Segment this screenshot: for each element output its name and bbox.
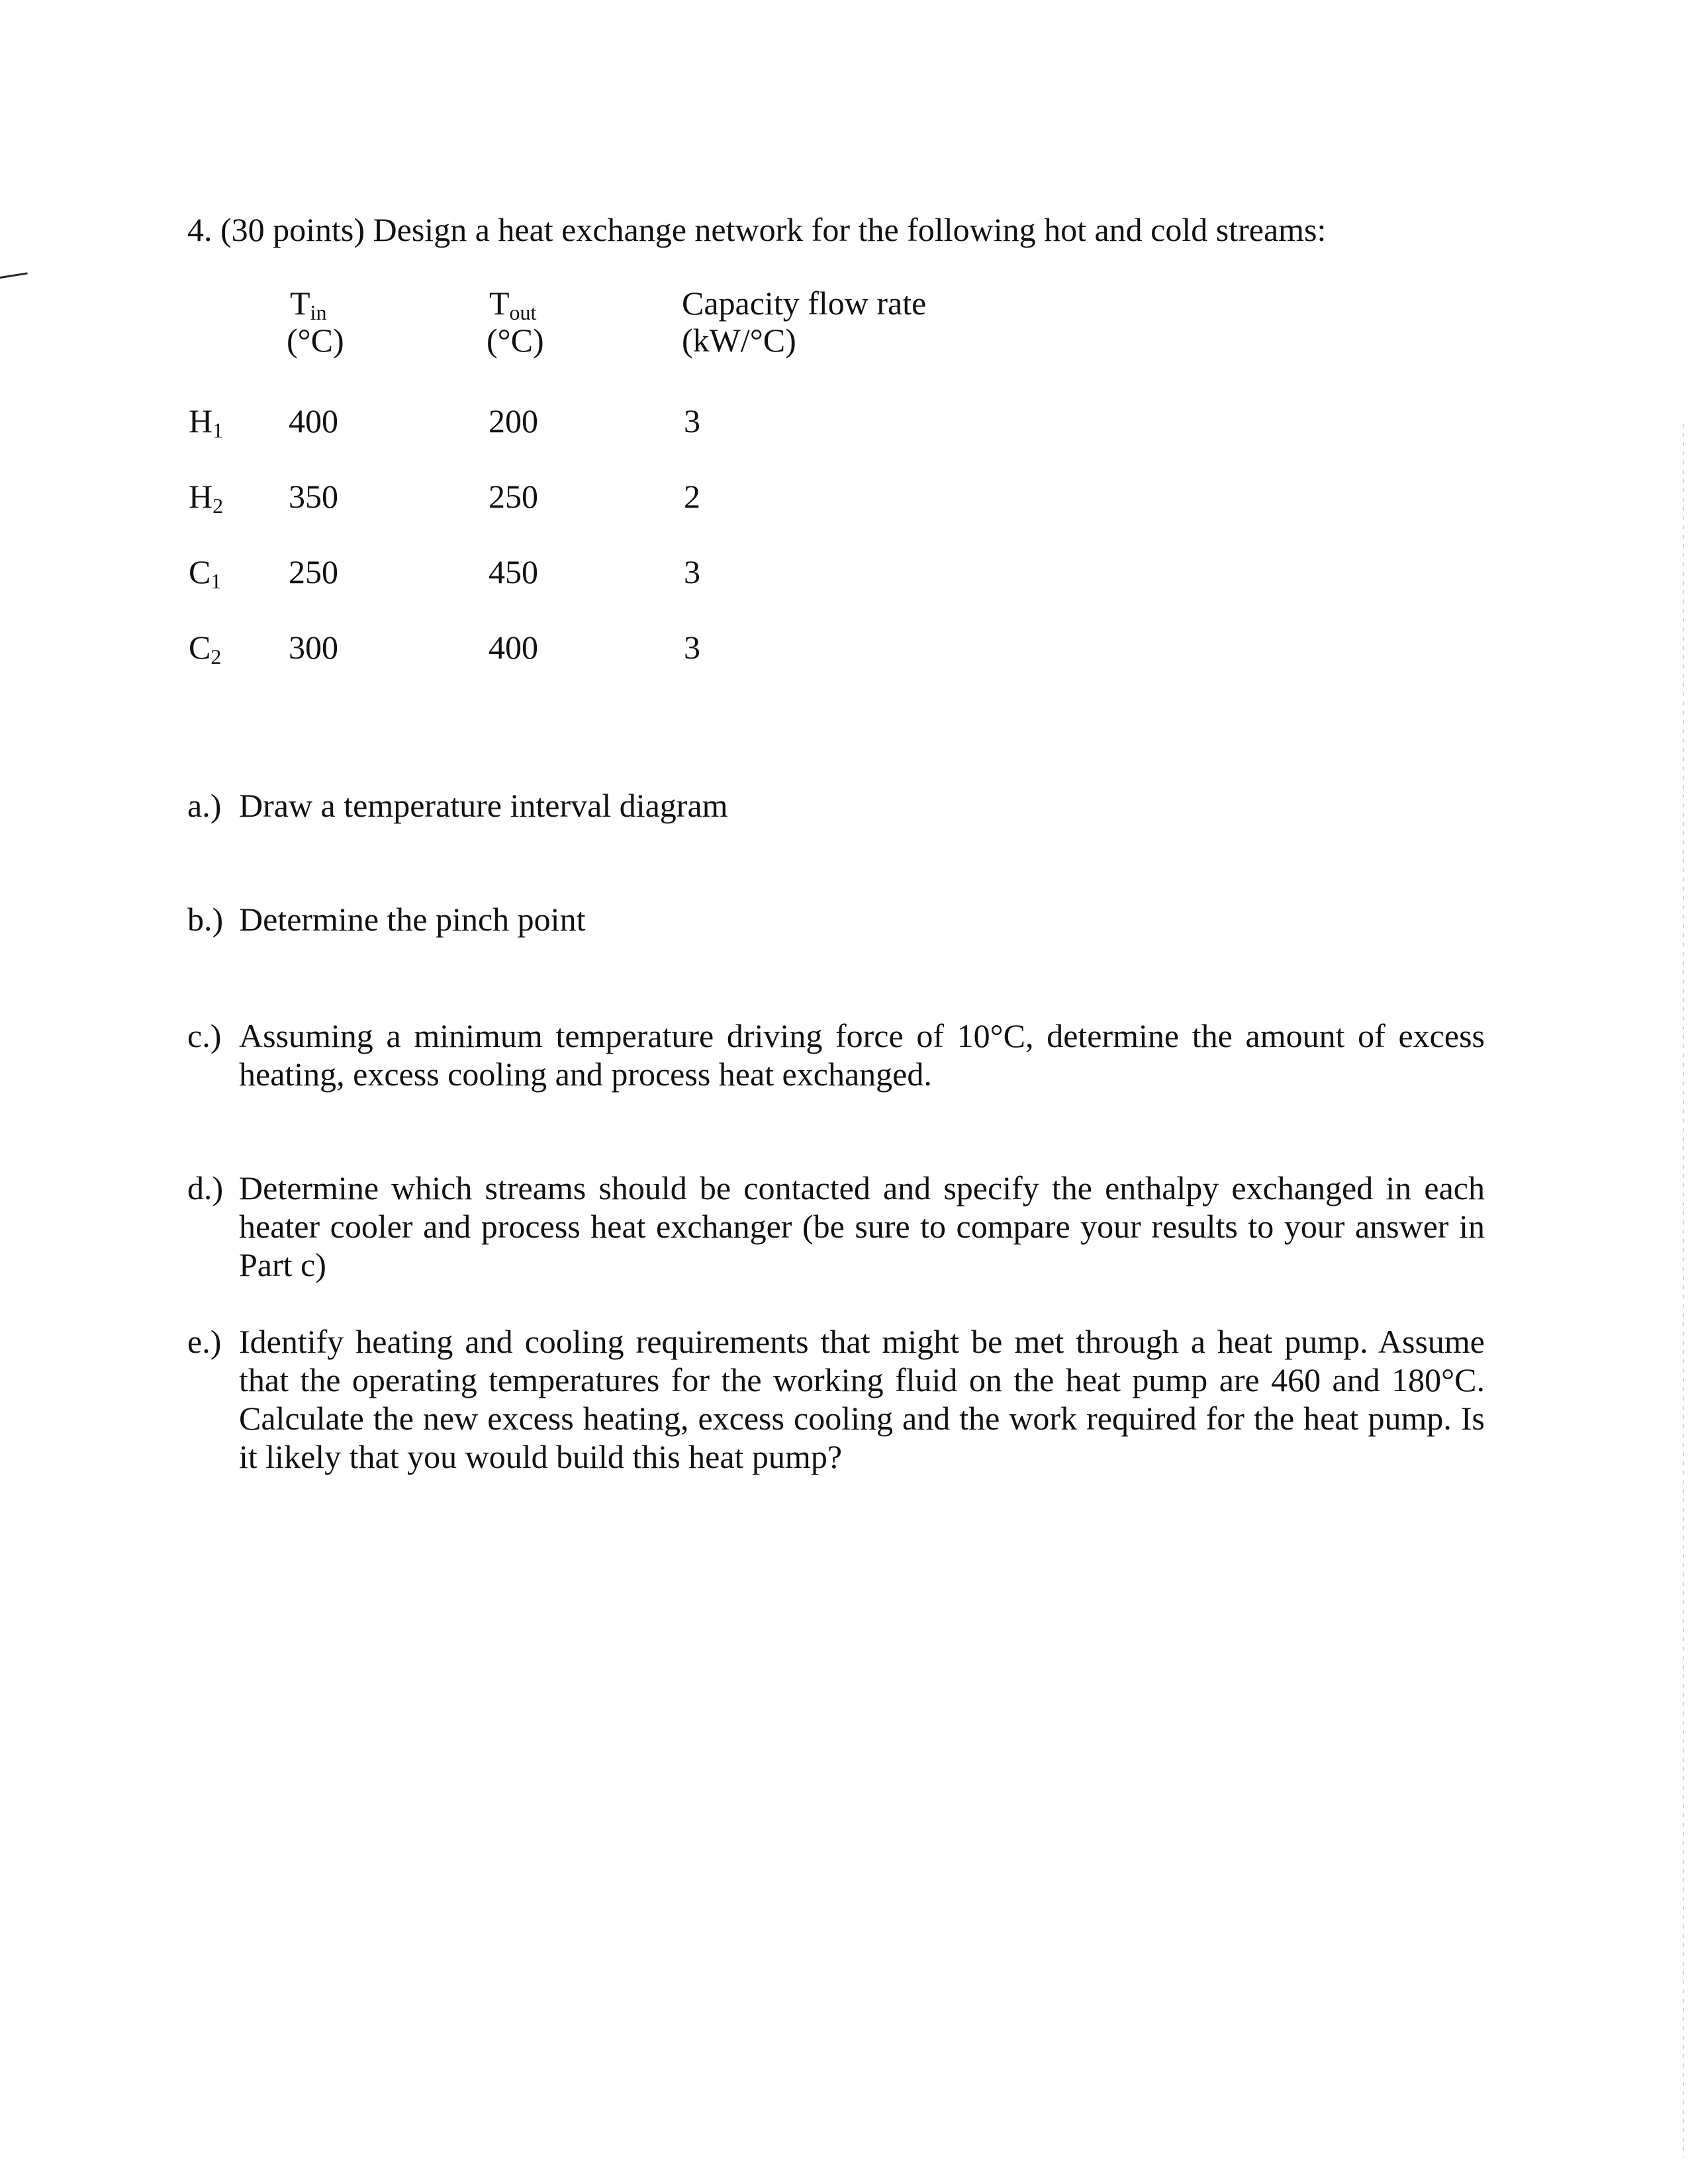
header-capacity: Capacity flow rate [682, 285, 927, 322]
part-a [187, 786, 1485, 825]
part-a-label: a.) [187, 787, 222, 824]
row-c2-name [189, 629, 221, 675]
row-h1-cap: 3 [684, 402, 700, 439]
row-h2-name-sub: 2 [212, 494, 224, 518]
row-c2-tout: 400 [489, 629, 538, 666]
question-title: 4. (30 points) Design a heat exchange network for the following hot and cold streams: [187, 211, 1327, 248]
part-c-text: Assuming a minimum temperature driving force of 10°C, determine the amount of excess heating, excess cooling and process heat exchanged. [239, 1017, 1485, 1093]
row-h1-name-sub: 1 [212, 418, 224, 442]
row-c2-name-sub: 2 [211, 645, 222, 668]
part-c-label: c.) [187, 1017, 222, 1054]
part-b-label: b.) [187, 901, 224, 938]
row-c1-cap: 3 [684, 553, 700, 590]
row-h1-name [189, 402, 223, 449]
part-c [187, 1017, 1485, 1093]
row-h2-tout: 250 [489, 478, 538, 515]
row-c1-tin: 250 [289, 553, 338, 590]
part-e [187, 1322, 1485, 1476]
scan-margin-mark [0, 272, 28, 279]
part-d [187, 1169, 1485, 1284]
header-tout-unit: (°C) [487, 322, 544, 359]
part-a-text: Draw a temperature interval diagram [239, 787, 728, 824]
row-c1-name [189, 553, 221, 600]
header-tin-main: T [290, 285, 310, 322]
scan-edge-shadow [1683, 424, 1684, 2158]
row-h2-name [189, 478, 223, 524]
header-tout-sub: out [509, 300, 537, 324]
row-c2-tin: 300 [289, 629, 338, 666]
row-c2-name-main: C [189, 629, 211, 666]
part-e-text: Identify heating and cooling requirements that might be met through a heat pump. Assume that the operating temperatures for the working fluid on the heat pump are 460 and 180°C. Calculate the new excess heating, excess cooling and the work required for the heat pump. Is it likely that you would build this heat pump? [239, 1323, 1485, 1475]
part-e-label: e.) [187, 1323, 222, 1360]
part-d-label: d.) [187, 1169, 224, 1206]
row-h2-name-main: H [189, 478, 213, 515]
row-h1-tin: 400 [289, 402, 338, 439]
header-capacity-unit: (kW/°C) [682, 322, 796, 359]
row-h2-cap: 2 [684, 478, 700, 515]
row-c2-cap: 3 [684, 629, 700, 666]
row-c1-tout: 450 [489, 553, 538, 590]
row-c1-name-main: C [189, 553, 211, 590]
row-h2-tin: 350 [289, 478, 338, 515]
header-tout-main: T [489, 285, 510, 322]
row-h1-tout: 200 [489, 402, 538, 439]
part-d-text: Determine which streams should be contacted and specify the enthalpy exchanged in each heater cooler and process heat exchanger (be sure to compare your results to your answer in Part c) [239, 1169, 1485, 1283]
row-h1-name-main: H [189, 402, 213, 439]
header-tin-unit: (°C) [287, 322, 344, 359]
part-b-text: Determine the pinch point [239, 901, 586, 938]
header-tin-sub: in [310, 300, 327, 324]
row-c1-name-sub: 1 [211, 569, 222, 593]
streams-table [187, 285, 1180, 682]
part-b [187, 900, 1485, 938]
